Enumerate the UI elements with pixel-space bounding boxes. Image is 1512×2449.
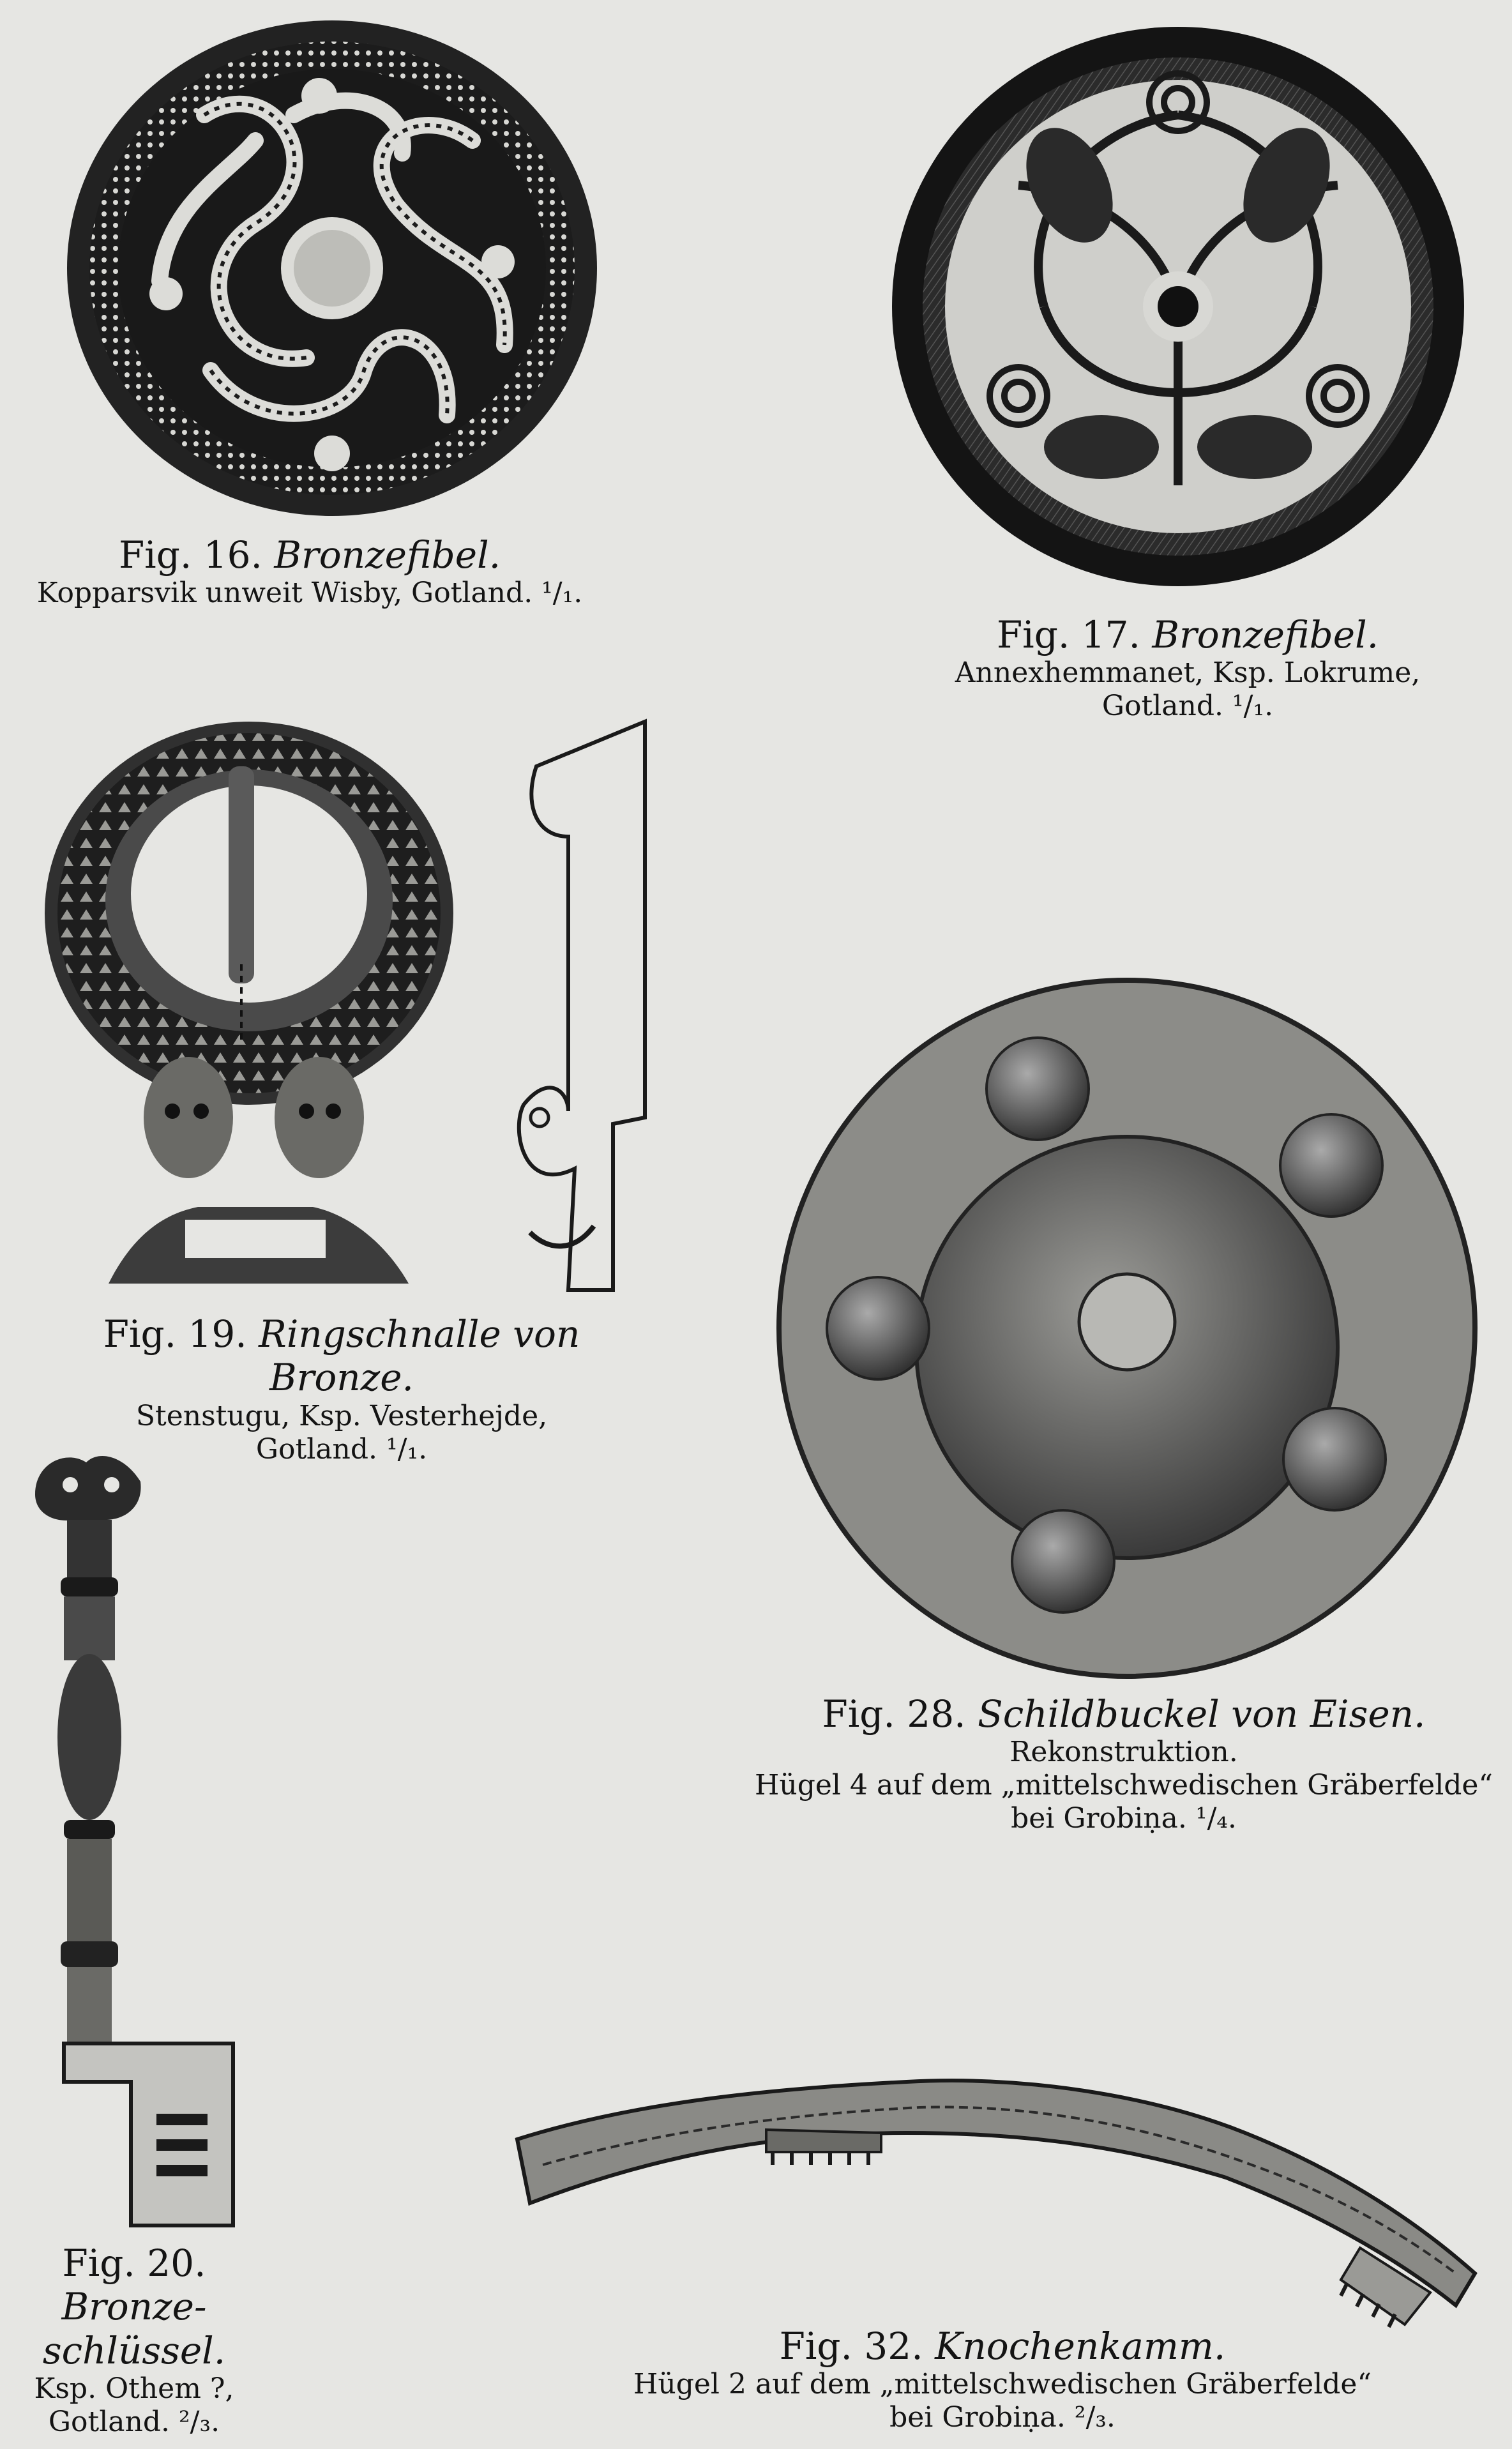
fig28-number: Fig. 28.: [822, 1692, 966, 1736]
fig32-caption: [626, 2324, 1379, 2434]
fig28-title: Schildbuckel von Eisen.: [978, 1692, 1426, 1736]
fig32-provenance-line2: bei Grobiṇa. ²/₃.: [889, 2401, 1115, 2434]
fig17-title: Bronzefibel.: [1152, 613, 1379, 656]
fig20-title-line2: schlüssel.: [42, 2328, 226, 2372]
fig32-provenance-line1: Hügel 2 auf dem „mittelschwedischen Gräberfelde“: [633, 2368, 1372, 2401]
fig16-caption: [19, 533, 600, 610]
fig17-number: Fig. 17.: [996, 613, 1140, 656]
fig20-provenance-line1: Ksp. Othem ?,: [34, 2372, 234, 2406]
fig19-provenance-line2: Gotland. ¹/₁.: [255, 1432, 428, 1466]
fig20-provenance-line2: Gotland. ²/₃.: [48, 2406, 220, 2439]
fig16-brooch-illustration: [64, 13, 613, 524]
fig19-number: Fig. 19.: [103, 1312, 247, 1356]
fig28-shield-boss-illustration: [773, 977, 1481, 1679]
fig19-caption: [26, 1312, 658, 1466]
fig19-buckle-illustration: [38, 709, 664, 1303]
fig20-caption: [13, 2241, 255, 2439]
fig20-number: Fig. 20.: [62, 2241, 206, 2285]
fig20-key-illustration: [29, 1450, 246, 2235]
fig28-provenance-line1: Hügel 4 auf dem „mittelschwedischen Gräberfelde“: [755, 1769, 1493, 1802]
fig32-title: Knochenkamm.: [935, 2324, 1226, 2368]
fig17-provenance-line2: Gotland. ¹/₁.: [1101, 690, 1274, 723]
fig16-provenance: Kopparsvik unweit Wisby, Gotland. ¹/₁.: [36, 577, 583, 610]
fig17-caption: [932, 613, 1443, 723]
fig28-provenance-line2: bei Grobiṇa. ¹/₄.: [1011, 1802, 1237, 1835]
fig19-title: Ringschnalle von Bronze.: [259, 1312, 580, 1400]
fig28-caption: [747, 1692, 1501, 1835]
fig32-number: Fig. 32.: [779, 2324, 923, 2368]
fig20-title-line1: Bronze-: [61, 2285, 207, 2329]
fig32-comb-illustration: [511, 2063, 1481, 2331]
fig19-provenance-line1: Stenstugu, Ksp. Vesterhejde,: [135, 1399, 548, 1432]
fig16-title: Bronzefibel.: [274, 533, 501, 577]
fig16-number: Fig. 16.: [118, 533, 262, 577]
fig17-provenance-line1: Annexhemmanet, Ksp. Lokrume,: [955, 656, 1421, 690]
fig17-brooch-illustration: [891, 26, 1465, 588]
fig28-note: Rekonstruktion.: [1009, 1736, 1238, 1769]
